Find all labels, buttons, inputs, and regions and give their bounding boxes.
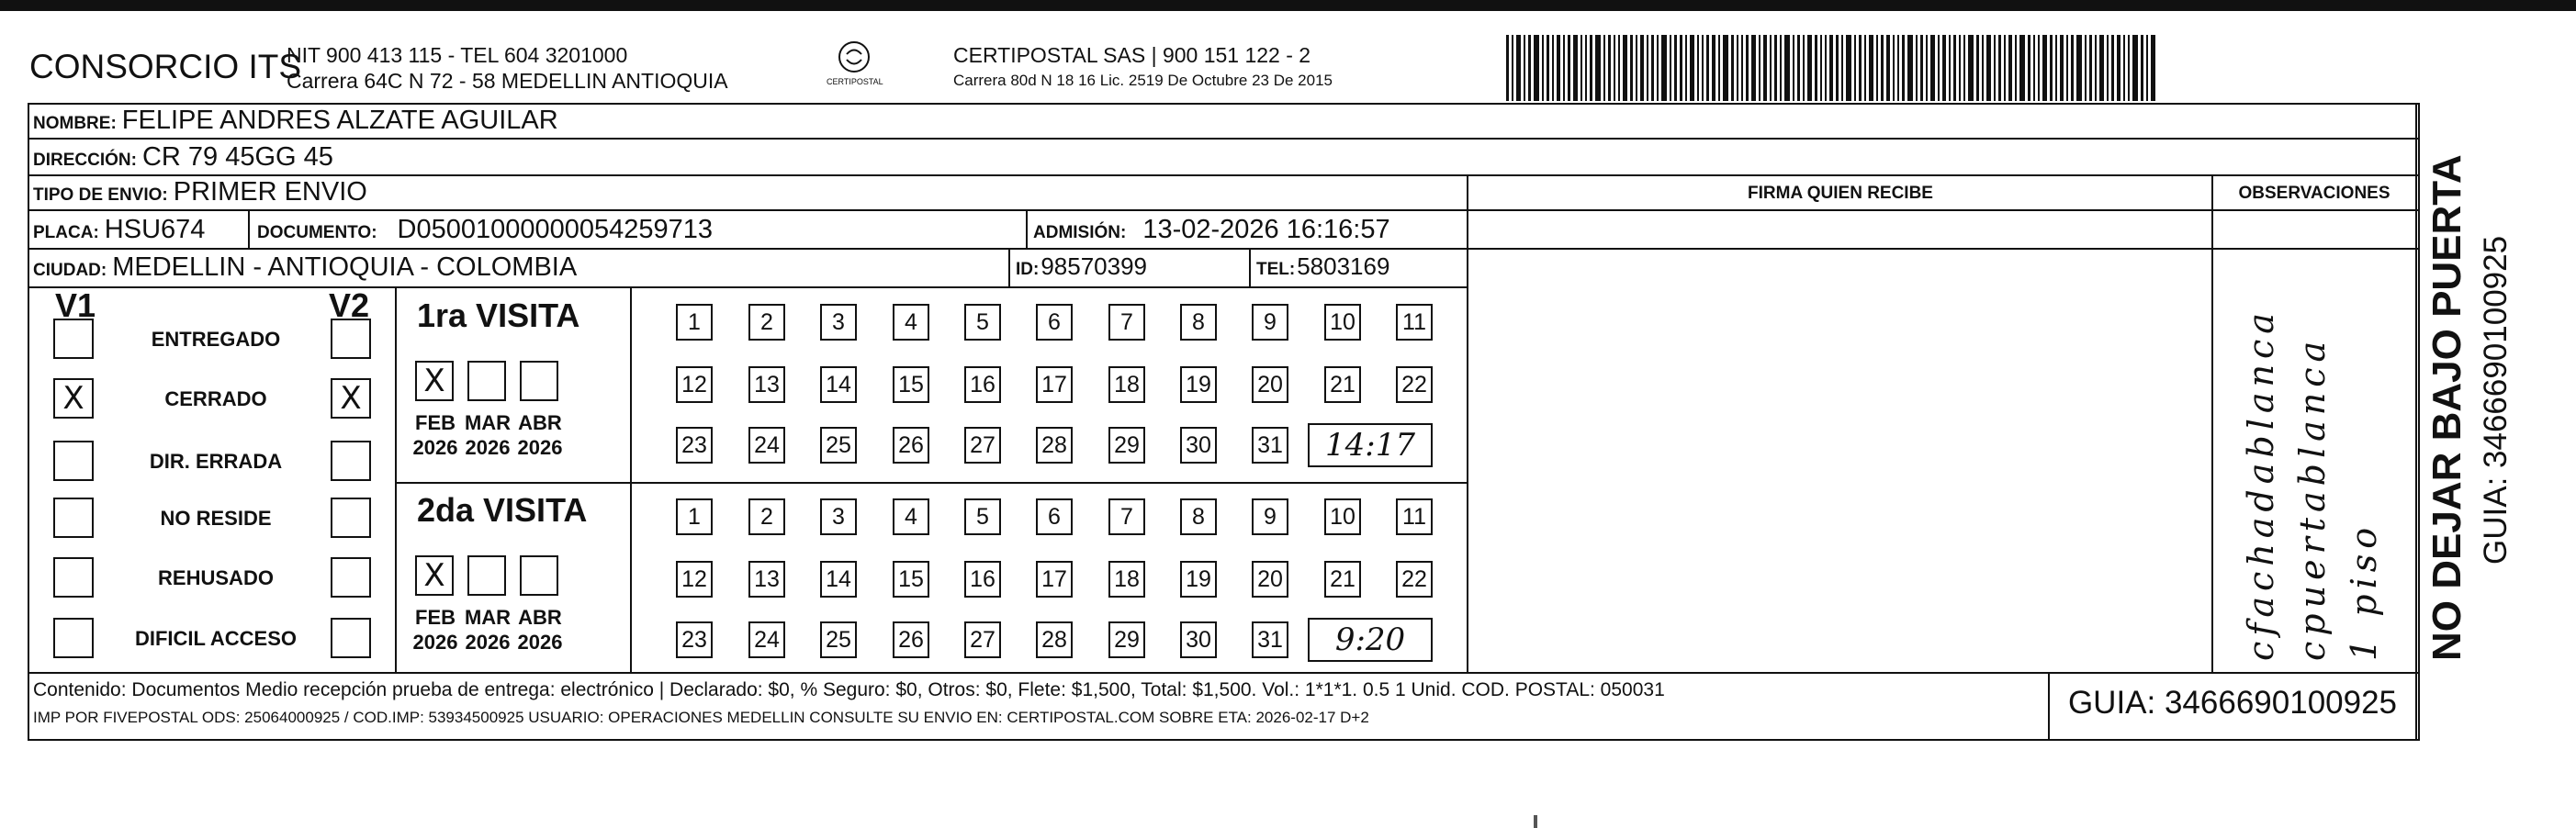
day-box[interactable]: 17 xyxy=(1036,561,1073,598)
barcode-bar xyxy=(1797,35,1800,101)
barcode-bar xyxy=(2071,35,2074,101)
barcode-bar xyxy=(1657,35,1659,101)
day-box[interactable]: 7 xyxy=(1108,304,1145,341)
barcode-bar xyxy=(1876,35,1878,101)
carrier-name: CERTIPOSTAL SAS | 900 151 122 - 2 xyxy=(953,43,1311,67)
document-value: D05001000000054259713 xyxy=(397,215,714,244)
logo-emblem-icon xyxy=(836,39,872,75)
address-label: DIRECCIÓN: xyxy=(33,151,137,170)
divider xyxy=(395,482,1467,484)
id-label: ID: xyxy=(1016,260,1040,279)
barcode-bar xyxy=(2099,35,2104,101)
barcode-bar xyxy=(2015,35,2017,101)
id-value: 98570399 xyxy=(1041,252,1148,280)
barcode-bar xyxy=(1926,35,1928,101)
company-name: CONSORCIO ITS xyxy=(29,48,302,85)
barcode-bar xyxy=(1916,35,1918,101)
day-box[interactable]: 29 xyxy=(1108,621,1145,658)
day-box[interactable]: 10 xyxy=(1324,304,1361,341)
barcode-bar xyxy=(2076,35,2082,101)
month-checkbox[interactable] xyxy=(467,555,506,596)
status-v1-checkbox[interactable] xyxy=(53,498,94,538)
divider xyxy=(28,138,2420,140)
barcode-bar xyxy=(1528,35,1531,101)
barcode-bar xyxy=(1859,35,1862,101)
barcode-bar xyxy=(1836,35,1839,101)
barcode-bar xyxy=(2085,35,2087,101)
month-checkbox[interactable] xyxy=(520,361,558,401)
day-box[interactable]: 8 xyxy=(1180,498,1217,535)
status-label: ENTREGADO xyxy=(151,328,281,351)
barcode-bar xyxy=(2019,35,2025,101)
observation-line: 1 piso xyxy=(2344,521,2384,661)
barcode-bar xyxy=(2033,35,2035,101)
barcode-bar xyxy=(1820,35,1822,101)
barcode-bar xyxy=(1774,35,1777,101)
barcode-bar xyxy=(1608,35,1611,101)
barcode-bar xyxy=(1590,35,1592,101)
company-info xyxy=(287,42,728,94)
barcode-bar xyxy=(1770,35,1772,101)
barcode-bar xyxy=(1825,35,1827,101)
tracking-barcode xyxy=(1506,35,2250,101)
barcode-bar xyxy=(1534,35,1539,101)
day-box[interactable]: 11 xyxy=(1396,498,1433,535)
barcode-bar xyxy=(1982,35,1984,101)
barcode-bar xyxy=(1976,35,1979,101)
month-label xyxy=(410,410,461,460)
status-v2-checkbox[interactable] xyxy=(331,557,371,598)
visit-time[interactable]: 14:17 xyxy=(1308,423,1433,467)
day-box[interactable]: 8 xyxy=(1180,304,1217,341)
day-box[interactable]: 31 xyxy=(1252,427,1288,464)
day-box[interactable]: 10 xyxy=(1324,498,1361,535)
barcode-bar xyxy=(1864,35,1866,101)
visit-time[interactable]: 9:20 xyxy=(1308,618,1433,662)
day-box[interactable]: 18 xyxy=(1108,366,1145,403)
barcode-bar xyxy=(1647,35,1648,101)
barcode-bar xyxy=(1815,35,1817,101)
barcode-bar xyxy=(1841,35,1843,101)
barcode-bar xyxy=(2060,35,2064,101)
barcode-bar xyxy=(1994,35,1996,101)
month-name: ABR xyxy=(518,411,562,434)
address-value: CR 79 45GG 45 xyxy=(141,142,333,172)
month-year: 2026 xyxy=(465,631,511,654)
divider xyxy=(1026,209,1028,248)
divider xyxy=(395,286,397,672)
month-year: 2026 xyxy=(517,631,563,654)
barcode-bar xyxy=(1723,35,1728,101)
barcode-bar xyxy=(1552,35,1554,101)
divider xyxy=(28,248,2420,250)
day-box[interactable]: 17 xyxy=(1036,366,1073,403)
barcode-bar xyxy=(2107,35,2109,101)
barcode-bar xyxy=(1959,35,1961,101)
barcode-bar xyxy=(1568,35,1570,101)
barcode-bar xyxy=(1718,35,1720,101)
barcode-bar xyxy=(1741,35,1743,101)
shipment-type-row xyxy=(33,177,367,207)
day-box[interactable]: 29 xyxy=(1108,427,1145,464)
day-box[interactable]: 26 xyxy=(893,621,929,658)
day-box[interactable]: 27 xyxy=(964,621,1001,658)
month-checkbox[interactable] xyxy=(520,555,558,596)
month-label xyxy=(514,410,566,460)
barcode-bar xyxy=(1784,35,1790,101)
city-value: MEDELLIN - ANTIOQUIA - COLOMBIA xyxy=(112,252,578,282)
barcode-bar xyxy=(2066,35,2068,101)
barcode-bar xyxy=(1897,35,1899,101)
month-checkbox[interactable] xyxy=(415,361,454,401)
divider xyxy=(1467,174,1468,672)
day-box[interactable]: 2 xyxy=(748,498,785,535)
document-label: DOCUMENTO: xyxy=(257,223,377,242)
barcode-bar xyxy=(1751,35,1756,101)
barcode-bar xyxy=(1563,35,1565,101)
status-label: DIR. ERRADA xyxy=(149,450,283,473)
top-border-band xyxy=(0,0,2576,11)
barcode-bar xyxy=(1506,35,1509,101)
barcode-bar xyxy=(1630,35,1633,101)
day-box[interactable]: 14 xyxy=(820,366,857,403)
status-v1-checkbox[interactable] xyxy=(53,378,94,419)
barcode-bar xyxy=(1651,35,1654,101)
barcode-bar xyxy=(1829,35,1833,101)
name-label: NOMBRE: xyxy=(33,114,117,133)
company-nit: NIT 900 413 115 - TEL 604 3201000 xyxy=(287,43,628,67)
day-box[interactable]: 2 xyxy=(748,304,785,341)
plate-row xyxy=(33,215,205,245)
barcode-bar xyxy=(1618,35,1620,101)
city-label: CIUDAD: xyxy=(33,261,107,280)
barcode-bar xyxy=(1920,35,1923,101)
barcode-bar xyxy=(2117,35,2120,101)
barcode-bar xyxy=(2132,35,2138,101)
barcode-bar xyxy=(2111,35,2114,101)
certipostal-logo xyxy=(827,39,882,99)
day-box[interactable]: 13 xyxy=(748,366,785,403)
barcode-bar xyxy=(1603,35,1605,101)
day-box[interactable]: 19 xyxy=(1180,366,1217,403)
barcode-bar xyxy=(1893,35,1895,101)
divider xyxy=(28,672,2420,674)
barcode-bar xyxy=(1680,35,1682,101)
day-box[interactable]: 20 xyxy=(1252,366,1288,403)
barcode-bar xyxy=(2050,35,2053,101)
barcode-bar xyxy=(1524,35,1525,101)
barcode-bar xyxy=(1746,35,1749,101)
barcode-bar xyxy=(1547,35,1549,101)
day-box[interactable]: 7 xyxy=(1108,498,1145,535)
barcode-bar xyxy=(2038,35,2040,101)
month-label xyxy=(410,605,461,655)
day-box[interactable]: 3 xyxy=(820,498,857,535)
tel-value: 5803169 xyxy=(1297,252,1390,280)
v2-header: V2 xyxy=(329,286,370,324)
divider xyxy=(2415,103,2417,741)
barcode-bar xyxy=(2055,35,2057,101)
logo-text: CERTIPOSTAL xyxy=(827,77,883,86)
side-guia: GUIA: 3466690100925 xyxy=(2478,235,2514,565)
carrier-license: Carrera 80d N 18 16 Lic. 2519 De Octubre 23 De 2015 xyxy=(953,72,1333,89)
barcode-bar xyxy=(2089,35,2092,101)
month-check-mark: X xyxy=(423,557,445,594)
visit2-title: 2da VISITA xyxy=(417,491,588,529)
observation-line: cfachadablanca xyxy=(2241,308,2281,661)
barcode-bar xyxy=(1807,35,1812,101)
divider xyxy=(1249,248,1251,286)
barcode-bar xyxy=(1759,35,1760,101)
month-label xyxy=(462,410,513,460)
plate-value: HSU674 xyxy=(104,215,206,244)
barcode-bar xyxy=(1516,35,1521,101)
day-box[interactable]: 15 xyxy=(893,561,929,598)
day-box[interactable]: 9 xyxy=(1252,304,1288,341)
document-row xyxy=(257,215,713,245)
status-v1-checkbox[interactable] xyxy=(53,441,94,481)
barcode-bar xyxy=(2028,35,2030,101)
day-box[interactable]: 30 xyxy=(1180,427,1217,464)
city-row xyxy=(33,252,577,283)
barcode-bar xyxy=(1702,35,1704,101)
barcode-bar xyxy=(1595,35,1601,101)
day-box[interactable]: 28 xyxy=(1036,621,1073,658)
barcode-bar xyxy=(1902,35,1905,101)
shipment-type-label: TIPO DE ENVIO: xyxy=(33,185,168,205)
barcode-bar xyxy=(1614,35,1615,101)
day-box[interactable]: 30 xyxy=(1180,621,1217,658)
day-box[interactable]: 27 xyxy=(964,427,1001,464)
day-box[interactable]: 22 xyxy=(1396,561,1433,598)
month-year: 2026 xyxy=(412,631,458,654)
day-box[interactable]: 26 xyxy=(893,427,929,464)
barcode-bar xyxy=(1881,35,1884,101)
v2-check-mark: X xyxy=(340,380,362,417)
barcode-bar xyxy=(1938,35,1940,101)
barcode-bar xyxy=(1803,35,1805,101)
barcode-bar xyxy=(1557,35,1560,101)
day-box[interactable]: 4 xyxy=(893,304,929,341)
divider xyxy=(28,174,2420,176)
tel-label: TEL: xyxy=(1256,260,1296,279)
status-label: DIFICIL ACCESO xyxy=(134,627,297,650)
shipment-type-value: PRIMER ENVIO xyxy=(173,177,367,207)
divider xyxy=(2211,174,2213,672)
status-label: REHUSADO xyxy=(158,566,274,589)
carrier-info xyxy=(953,42,1333,94)
barcode-bar xyxy=(1690,35,1694,101)
status-label: CERRADO xyxy=(164,387,267,410)
status-v2-checkbox[interactable] xyxy=(331,618,371,658)
status-label: NO RESIDE xyxy=(160,507,272,530)
divider xyxy=(28,209,2420,211)
day-box[interactable]: 28 xyxy=(1036,427,1073,464)
day-box[interactable]: 16 xyxy=(964,366,1001,403)
admission-label: ADMISIÓN: xyxy=(1033,223,1127,242)
address-row xyxy=(33,142,333,173)
day-box[interactable]: 11 xyxy=(1396,304,1433,341)
day-box[interactable]: 23 xyxy=(676,621,713,658)
day-box[interactable]: 3 xyxy=(820,304,857,341)
company-address: Carrera 64C N 72 - 58 MEDELLIN ANTIOQUIA xyxy=(287,69,728,93)
edge-mark xyxy=(1534,815,1537,828)
day-box[interactable]: 31 xyxy=(1252,621,1288,658)
barcode-bar xyxy=(1986,35,1991,101)
divider xyxy=(630,286,632,672)
day-box[interactable]: 12 xyxy=(676,366,713,403)
barcode-bar xyxy=(2151,35,2155,101)
barcode-bar xyxy=(1737,35,1738,101)
day-box[interactable]: 21 xyxy=(1324,561,1361,598)
barcode-bar xyxy=(2128,35,2130,101)
month-label xyxy=(462,605,513,655)
day-box[interactable]: 19 xyxy=(1180,561,1217,598)
barcode-bar xyxy=(1998,35,2001,101)
barcode-bar xyxy=(1573,35,1578,101)
admission-row xyxy=(1033,215,1390,245)
month-year: 2026 xyxy=(465,436,511,459)
barcode-bar xyxy=(2008,35,2012,101)
footer-print-info: IMP POR FIVEPOSTAL ODS: 25064000925 / COD.IMP: 53934500925 USUARIO: OPERACIONES MEDELLIN CONSULTE SU ENVIO EN: CERTIPOSTAL.COM SOBRE ETA: 2026-02-17 D+2 xyxy=(33,709,1369,726)
barcode-bar xyxy=(1763,35,1767,101)
barcode-bar xyxy=(1636,35,1637,101)
barcode-bar xyxy=(1869,35,1873,101)
barcode-bar xyxy=(1942,35,1946,101)
day-box[interactable]: 4 xyxy=(893,498,929,535)
status-v1-checkbox[interactable] xyxy=(53,618,94,658)
barcode-bar xyxy=(1854,35,1856,101)
footer-guia: GUIA: 3466690100925 xyxy=(2067,685,2398,721)
barcode-bar xyxy=(2095,35,2097,101)
v1-header: V1 xyxy=(55,286,96,324)
barcode-bar xyxy=(2042,35,2047,101)
divider xyxy=(1008,248,1010,286)
barcode-bar xyxy=(1930,35,1935,101)
side-warning: NO DEJAR BAJO PUERTA xyxy=(2424,154,2469,661)
barcode-bar xyxy=(1712,35,1715,101)
day-box[interactable]: 18 xyxy=(1108,561,1145,598)
status-v2-checkbox[interactable] xyxy=(331,378,371,419)
barcode-bar xyxy=(1674,35,1677,101)
month-checkbox[interactable] xyxy=(415,555,454,596)
barcode-bar xyxy=(1963,35,1965,101)
observations-label: OBSERVACIONES xyxy=(2238,184,2390,203)
name-value: FELIPE ANDRES ALZATE AGUILAR xyxy=(121,106,558,135)
signature-label: FIRMA QUIEN RECIBE xyxy=(1748,184,1933,203)
month-name: ABR xyxy=(518,606,562,629)
month-check-mark: X xyxy=(423,363,445,399)
month-name: MAR xyxy=(464,606,512,629)
status-v2-checkbox[interactable] xyxy=(331,319,371,359)
month-name: FEB xyxy=(415,411,456,434)
barcode-bar xyxy=(2123,35,2125,101)
day-box[interactable]: 24 xyxy=(748,621,785,658)
barcode-bar xyxy=(1542,35,1544,101)
day-box[interactable]: 13 xyxy=(748,561,785,598)
barcode-bar xyxy=(1512,35,1513,101)
month-year: 2026 xyxy=(412,436,458,459)
barcode-bar xyxy=(1706,35,1709,101)
day-box[interactable]: 22 xyxy=(1396,366,1433,403)
barcode-bar xyxy=(1780,35,1782,101)
day-box[interactable]: 15 xyxy=(893,366,929,403)
status-v2-checkbox[interactable] xyxy=(331,441,371,481)
month-checkbox[interactable] xyxy=(467,361,506,401)
day-box[interactable]: 6 xyxy=(1036,498,1073,535)
observations-handwriting xyxy=(2241,266,2406,670)
divider xyxy=(28,286,1467,288)
barcode-bar xyxy=(1886,35,1890,101)
barcode-bar xyxy=(1731,35,1734,101)
plate-label: PLACA: xyxy=(33,223,99,242)
day-box[interactable]: 6 xyxy=(1036,304,1073,341)
tel-row xyxy=(1256,252,1389,281)
day-box[interactable]: 5 xyxy=(964,498,1001,535)
barcode-bar xyxy=(1949,35,1951,101)
barcode-bar xyxy=(1953,35,1956,101)
footer-content: Contenido: Documentos Medio recepción prueba de entrega: electrónico | Declarado: $0, % Seguro: $0, Otros: $0, Flete: $1,500, Total: $1,500. Vol.: 1*1*1. 0.5 1 Unid. COD. POSTAL: 050031 xyxy=(33,679,1665,700)
day-box[interactable]: 1 xyxy=(676,498,713,535)
barcode-bar xyxy=(2141,35,2143,101)
month-name: MAR xyxy=(464,411,512,434)
day-box[interactable]: 24 xyxy=(748,427,785,464)
day-box[interactable]: 5 xyxy=(964,304,1001,341)
day-box[interactable]: 21 xyxy=(1324,366,1361,403)
v1-check-mark: X xyxy=(62,380,84,417)
day-box[interactable]: 25 xyxy=(820,427,857,464)
name-row xyxy=(33,106,558,136)
barcode-bar xyxy=(1907,35,1913,101)
status-v2-checkbox[interactable] xyxy=(331,498,371,538)
barcode-bar xyxy=(1670,35,1671,101)
barcode-bar xyxy=(1623,35,1627,101)
observation-line: cpuertablanca xyxy=(2292,335,2333,661)
visit1-title: 1ra VISITA xyxy=(417,297,580,334)
day-box[interactable]: 16 xyxy=(964,561,1001,598)
barcode-bar xyxy=(1585,35,1587,101)
barcode-bar xyxy=(1793,35,1794,101)
barcode-bar xyxy=(2004,35,2006,101)
barcode-bar xyxy=(2146,35,2148,101)
day-box[interactable]: 1 xyxy=(676,304,713,341)
status-v1-checkbox[interactable] xyxy=(53,319,94,359)
day-box[interactable]: 9 xyxy=(1252,498,1288,535)
barcode-bar xyxy=(1968,35,1974,101)
day-box[interactable]: 23 xyxy=(676,427,713,464)
barcode-bar xyxy=(1640,35,1644,101)
admission-value: 13-02-2026 16:16:57 xyxy=(1142,215,1390,244)
month-name: FEB xyxy=(415,606,456,629)
barcode-bar xyxy=(1697,35,1699,101)
day-box[interactable]: 12 xyxy=(676,561,713,598)
barcode-bar xyxy=(1685,35,1687,101)
day-box[interactable]: 20 xyxy=(1252,561,1288,598)
status-v1-checkbox[interactable] xyxy=(53,557,94,598)
divider xyxy=(248,209,250,248)
month-label xyxy=(514,605,566,655)
day-box[interactable]: 14 xyxy=(820,561,857,598)
barcode-bar xyxy=(1580,35,1582,101)
barcode-bar xyxy=(1661,35,1667,101)
day-box[interactable]: 25 xyxy=(820,621,857,658)
barcode-bar xyxy=(1846,35,1851,101)
month-year: 2026 xyxy=(517,436,563,459)
id-row xyxy=(1016,252,1147,281)
